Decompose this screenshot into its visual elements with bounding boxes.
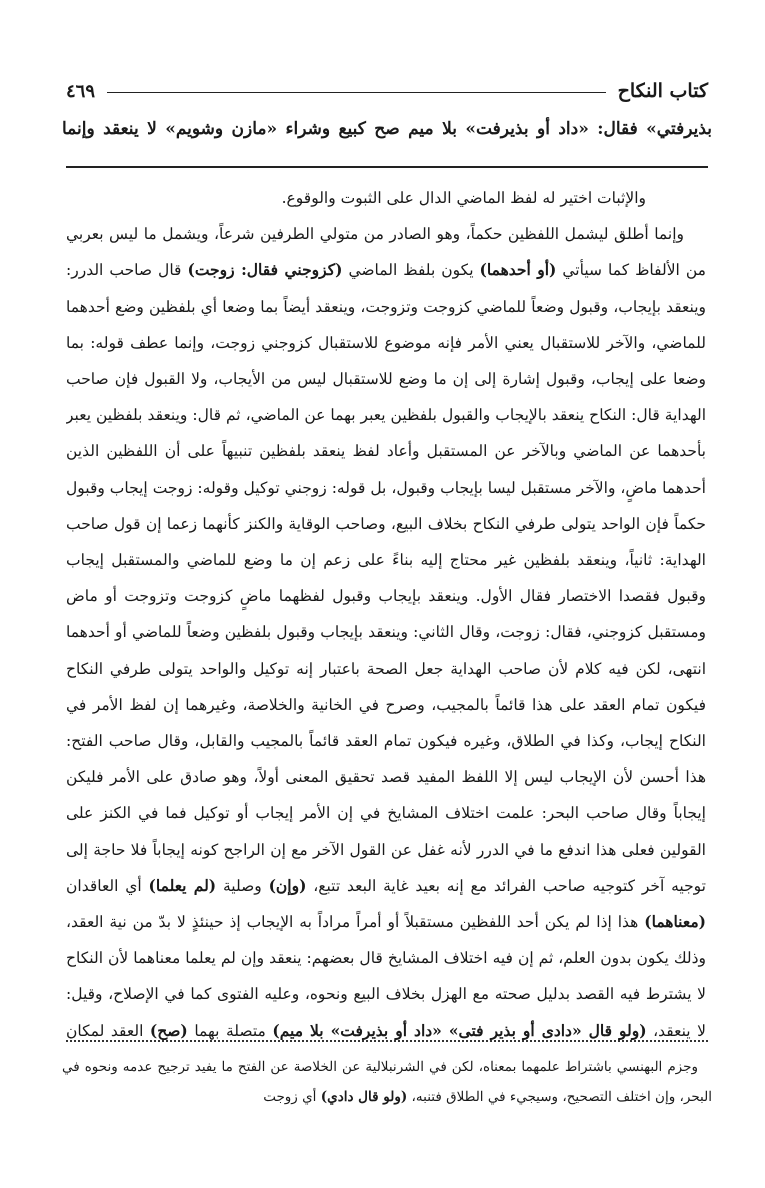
book-title: كتاب النكاح bbox=[617, 80, 708, 102]
matn-text: بذيرفتي» فقال: «داد أو بذيرفت» بلا ميم صح كبيع وشراء «مازن وشويم» لا ينعقد وإنما bbox=[62, 119, 712, 139]
matn-quote: (أو أحدهما) bbox=[479, 260, 557, 280]
footnote-paragraph bbox=[62, 1052, 712, 1112]
footnote-text: أي زوجت bbox=[263, 1089, 317, 1105]
commentary-text: وصلية bbox=[222, 876, 262, 895]
matn-quote: (لم يعلما) bbox=[148, 875, 217, 895]
commentary-text: وإنما أطلق ليشمل اللفظين حكماً، وهو الصادر من متولي الطرفين شرعاً، ويشمل ما ليس بعربي من الألفاظ كما سيأتي bbox=[66, 225, 706, 280]
commentary-text: متصلة بهما bbox=[194, 1021, 266, 1040]
commentary-text: أي العاقدان bbox=[66, 876, 142, 895]
commentary-body bbox=[66, 180, 706, 1040]
header-rule bbox=[107, 92, 606, 93]
page-number: ٤٦٩ bbox=[66, 81, 96, 102]
footnote-divider bbox=[66, 1040, 708, 1042]
footnote-quote: (ولو قال دادي) bbox=[320, 1089, 408, 1105]
matn-quote: (ولو قال «دادى أو بذير فتى» «داد أو بذيرفت» بلا ميم) bbox=[272, 1020, 647, 1040]
matn-quote: (صح) bbox=[149, 1020, 188, 1040]
matn-quote: (معناهما) bbox=[644, 912, 706, 932]
running-header bbox=[66, 66, 708, 102]
matn-divider bbox=[66, 166, 708, 168]
footnotes bbox=[62, 1052, 712, 1182]
footnote-text: وجزم البهنسي باشتراط علمهما بمعناه، لكن في الشرنبلالية عن الخلاصة عن الفتح ما يفيد ترجيح عدمه ونحوه في البحر، وإن اختلف التصحيح، وسيجيء في الطلاق فتنبه، bbox=[62, 1059, 712, 1105]
matn-quote: (وإن) bbox=[268, 875, 307, 895]
commentary-paragraph bbox=[66, 216, 706, 1040]
matn-quote: (كزوجني فقال: زوجت) bbox=[187, 260, 343, 280]
commentary-text: يكون بلفظ الماضي bbox=[348, 261, 474, 280]
commentary-text: العقد لمكان bbox=[66, 1021, 144, 1040]
commentary-text: هذا إذا لم يكن أحد اللفظين مستقبلاً أو أمراً مراداً به الإيجاب إذ حينئذٍ لا بدّ من نية العقد، وذلك يكون بدون العلم، ثم إن فيه اختلاف المشايخ قال بعضهم: ينعقد وإن لم يعلما معناهما لأن النكاح لا يشترط فيه القصد بدليل صحته مع الهزل بخلاف البيع ونحوه، وعليه الفتوى كما في الإصلاح، وقيل: لا ينعقد، bbox=[66, 913, 706, 1040]
commentary-text: قال صاحب الدرر: وينعقد بإيجاب، وقبول وضعاً للماضي كزوجت وتزوجت، وينعقد أيضاً بما وضعا أي بلفظين وضع أحدهما للماضي، والآخر للاستقبال يعني الأمر فإنه موضوع للاستقبال كزوجني زوجت، وإنما عطف قوله: بما وضعا على إيجاب، وقبول إشارة إلى إن ما وضع للاستقبال ليس من الأيجاب، ولا القبول فإن صاحب الهداية قال: النكاح ينعقد بالإيجاب والقبول بلفظين يعبر بهما عن الماضي، ثم قال: وينعقد بلفظين يعبر بأحدهما عن الماضي وبالآخر عن المستقبل وأعاد لفظ ينعقد بلفظين تنبيهاً على أن اللفظين الذين أحدهما ماضٍ، والآخر مستقبل ليسا بإيجاب وقبول، بل قوله: زوجني توكيل وقوله: زوجت إيجاب وقبول حكماً فإن الواحد يتولى طرفي النكاح بخلاف البيع، وصاحب الوقاية والكنز كأنهما زعما إن قول صاحب الهداية: ثانياً، وينعقد بلفظين غير محتاج إليه بناءً على زعم إن ما وضع للماضي والمستقبل إيجاب وقبول فقصدا الاختصار فقال الأول. وينعقد بإيجاب وقبول لفظهما ماضٍ كزوجت وتزوجت أو ماض ومستقبل كزوجني، فقال: زوجت، وقال الثاني: وينعقد بإيجاب وقبول بلفظين وضعاً للماضي أو أحدهما انتهى، لكن فيه كلام لأن صاحب الهداية جعل الصحة باعتبار إنه توكيل والواحد يتولى طرفي النكاح فيكون تمام العقد على هذا قائماً بالمجيب، وصرح في الخانية والخلاصة، وغيرهما إن لفظ الأمر في النكاح إيجاب، وكذا في الطلاق، وغيره فيكون تمام العقد قائماً بالمجيب والقابل، وقال صاحب الفتح: هذا أحسن لأن الإيجاب ليس إلا اللفظ المفيد قصد تحقيق المعنى أولاً، وهو صادق على الأمر فليكن إيجاباً وقال صاحب البحر: علمت اختلاف المشايخ في إن الأمر إيجاب أو توكيل فما في الكنز على القولين فعلى هذا اندفع ما في الدرر لأنه غفل عن القول الآخر مع إن الراجح كونه إيجاباً فلا حاجة إلى توجيه آخر كتوجيه صاحب الفرائد مع إنه بعيد غاية البعد تتبع، bbox=[66, 261, 706, 895]
commentary-line: والإثبات اختير له لفظ الماضي الدال على الثبوت والوقوع. bbox=[281, 189, 646, 207]
